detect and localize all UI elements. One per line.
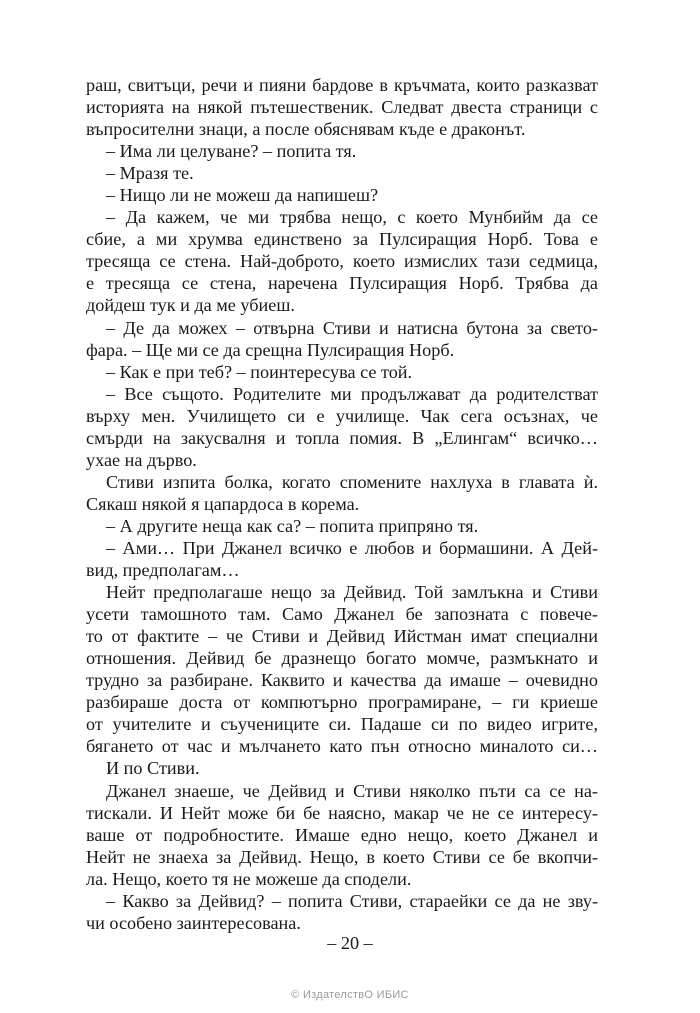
text-line: фара. – Ще ми се да срещна Пулсиращия Норб. [86,339,455,360]
text-line: разбираше доста от компютърно програмиране, – ги криеше [86,692,598,713]
text-line: тискали. И Нейт може би бе наясно, макар че не се интересу- [86,802,598,823]
text-line: Нейт не знаеха за Дейвид. Нещо, в което Стиви се бе вкопчи- [86,846,598,867]
text-line: историята на някой пътешественик. Следват двеста страници с [86,97,598,118]
text-line: – Има ли целуване? – попита тя. [106,141,357,162]
text-line: – Да кажем, че ми трябва нещо, с което Мунбийм да се [106,207,598,228]
text-line: ухае на дърво. [86,449,197,470]
text-line: то от фактите – че Стиви и Дейвид Ийстман имат специални [86,626,598,647]
page-body [86,74,598,934]
text-line: сбие, а ми хрумва единствено за Пулсиращия Норб. Това е [86,229,598,250]
text-line: раш, свитъци, речи и пияни бардове в кръчмата, които разказват [86,75,598,95]
text-line: Сякаш някой я цапардоса в корема. [86,493,360,514]
text-line: Джанел знаеше, че Дейвид и Стиви няколко пъти са се на- [106,780,598,801]
text-line: вид, предполагам… [86,560,240,581]
text-line: – Нищо ли не можеш да напишеш? [106,185,379,206]
text-line: отношения. Дейвид бе дразнещо богато момче, размъкнато и [86,648,598,669]
text-line: бягането от час и мълчането като пън относно миналото си… [86,736,598,757]
text-line: – Ами… При Джанел всичко е любов и бормашини. А Дей- [106,537,598,558]
text-line: трудно за разбиране. Каквито и качества да имаше – очевидно [86,670,598,691]
text-line: – Мразя те. [106,163,194,184]
text-line: въпросителни знаци, а после обяснявам къде е драконът. [86,119,526,140]
text-line: И по Стиви. [106,758,200,779]
text-line: – Де да можех – отвърна Стиви и натисна бутона за свето- [106,317,598,338]
text-line: – Все същото. Родителите ми продължават да родителстват [106,383,598,404]
text-line: дойдеш тук и да ме убиеш. [86,295,295,316]
text-line: тресяща се стена. Най-доброто, което измислих тази седмица, [86,251,598,272]
text-line: – А другите неща как са? – попита припряно тя. [106,515,479,536]
text-line: усети тамошното там. Само Джанел бе запозната с повече- [86,604,598,625]
text-line: – Какво за Дейвид? – попита Стиви, стараейки се да не зву- [106,890,598,911]
text-line: върху мен. Училището си е училище. Чак сега осъзнах, че [86,405,598,426]
text-line: ваше от подробностите. Имаше едно нещо, което Джанел и [86,824,598,845]
text-line: ла. Нещо, което тя не можеше да сподели. [86,868,412,889]
text-line: смърди на закусвалня и топла помия. В „Елингам“ всичко… [86,427,598,448]
text-line: от учителите и съучениците си. Падаше си по видео игрите, [86,714,598,735]
text-line: чи особено заинтересована. [86,912,301,933]
publisher-copyright: © ИздателствО ИБИС [291,989,409,1001]
page-number: – 20 – [327,933,373,953]
text-line: Стиви изпита болка, когато спомените нахлуха в главата ѝ. [106,471,598,492]
text-line: е тресяща се стена, наречена Пулсиращия Норб. Трябва да [86,273,598,294]
text-line: Нейт предполагаше нещо за Дейвид. Той замлъкна и Стиви [106,582,598,603]
text-line: – Как е при теб? – поинтересува се той. [106,361,413,382]
